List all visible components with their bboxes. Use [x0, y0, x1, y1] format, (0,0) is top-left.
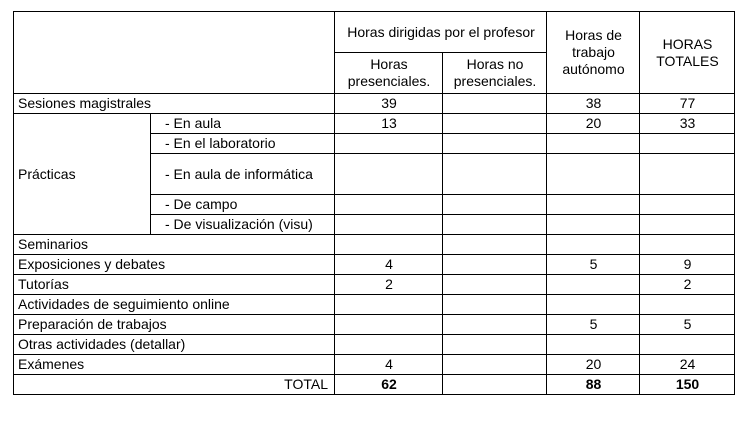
- cell-presential: [335, 154, 443, 195]
- cell-total: 33: [640, 114, 735, 134]
- header-total-hours: HORAS TOTALES: [640, 12, 735, 94]
- row-sublabel: - En aula de informática: [151, 154, 335, 195]
- cell-total: [640, 215, 735, 235]
- cell-autonomous: [547, 295, 640, 315]
- cell-non-presential: [443, 255, 547, 275]
- total-label: TOTAL: [14, 375, 335, 395]
- table-row: [14, 335, 735, 355]
- cell-total: 2: [640, 275, 735, 295]
- table-row: [14, 114, 735, 134]
- cell-non-presential: [443, 215, 547, 235]
- cell-non-presential: [443, 355, 547, 375]
- cell-presential: 4: [335, 255, 443, 275]
- cell-presential: [335, 235, 443, 255]
- total-presential: 62: [335, 375, 443, 395]
- cell-presential: 4: [335, 355, 443, 375]
- total-autonomous: 88: [547, 375, 640, 395]
- cell-autonomous: 5: [547, 315, 640, 335]
- row-sublabel: - De visualización (visu): [151, 215, 335, 235]
- table-row: [14, 255, 735, 275]
- table-row: [14, 275, 735, 295]
- cell-autonomous: 20: [547, 355, 640, 375]
- cell-presential: [335, 335, 443, 355]
- cell-total: [640, 134, 735, 154]
- cell-presential: [335, 134, 443, 154]
- cell-non-presential: [443, 134, 547, 154]
- cell-presential: 13: [335, 114, 443, 134]
- cell-presential: [335, 215, 443, 235]
- table-row: [14, 94, 735, 114]
- header-row-1: [14, 12, 735, 53]
- cell-total: [640, 235, 735, 255]
- row-label: Exposiciones y debates: [14, 255, 335, 275]
- row-label: Sesiones magistrales: [14, 94, 335, 114]
- cell-autonomous: [547, 235, 640, 255]
- header-presential: Horas presenciales.: [335, 53, 443, 94]
- row-sublabel: - De campo: [151, 195, 335, 215]
- cell-total: 77: [640, 94, 735, 114]
- cell-autonomous: [547, 215, 640, 235]
- cell-presential: [335, 195, 443, 215]
- cell-total: 5: [640, 315, 735, 335]
- table-row: [14, 315, 735, 335]
- row-label: Actividades de seguimiento online: [14, 295, 335, 315]
- cell-presential: 2: [335, 275, 443, 295]
- total-total: 150: [640, 375, 735, 395]
- cell-autonomous: [547, 134, 640, 154]
- row-label: Exámenes: [14, 355, 335, 375]
- table-row: [14, 355, 735, 375]
- row-sublabel: - En aula: [151, 114, 335, 134]
- total-row: [14, 375, 735, 395]
- row-sublabel: - En el laboratorio: [151, 134, 335, 154]
- cell-autonomous: 38: [547, 94, 640, 114]
- row-label: Seminarios: [14, 235, 335, 255]
- cell-autonomous: 5: [547, 255, 640, 275]
- cell-presential: [335, 315, 443, 335]
- cell-autonomous: [547, 195, 640, 215]
- header-autonomous-hours: Horas de trabajo autónomo: [547, 12, 640, 94]
- cell-non-presential: [443, 275, 547, 295]
- row-label: Tutorías: [14, 275, 335, 295]
- cell-non-presential: [443, 315, 547, 335]
- cell-total: [640, 295, 735, 315]
- cell-non-presential: [443, 195, 547, 215]
- cell-non-presential: [443, 154, 547, 195]
- cell-total: [640, 335, 735, 355]
- cell-total: 9: [640, 255, 735, 275]
- cell-total: [640, 154, 735, 195]
- cell-presential: [335, 295, 443, 315]
- cell-non-presential: [443, 295, 547, 315]
- hours-distribution-table: [13, 11, 735, 395]
- cell-total: 24: [640, 355, 735, 375]
- cell-autonomous: [547, 275, 640, 295]
- total-non-presential: [443, 375, 547, 395]
- table-row: [14, 235, 735, 255]
- cell-autonomous: [547, 335, 640, 355]
- header-directed-hours: Horas dirigidas por el profesor: [335, 12, 547, 53]
- cell-total: [640, 195, 735, 215]
- cell-non-presential: [443, 235, 547, 255]
- cell-presential: 39: [335, 94, 443, 114]
- cell-non-presential: [443, 114, 547, 134]
- row-group-label: Prácticas: [14, 114, 151, 235]
- cell-autonomous: [547, 154, 640, 195]
- hours-table-container: [13, 11, 735, 395]
- header-empty-cell: [14, 12, 335, 94]
- cell-non-presential: [443, 94, 547, 114]
- header-non-presential: Horas no presenciales.: [443, 53, 547, 94]
- cell-autonomous: 20: [547, 114, 640, 134]
- table-row: [14, 295, 735, 315]
- row-label: Preparación de trabajos: [14, 315, 335, 335]
- cell-non-presential: [443, 335, 547, 355]
- row-label: Otras actividades (detallar): [14, 335, 335, 355]
